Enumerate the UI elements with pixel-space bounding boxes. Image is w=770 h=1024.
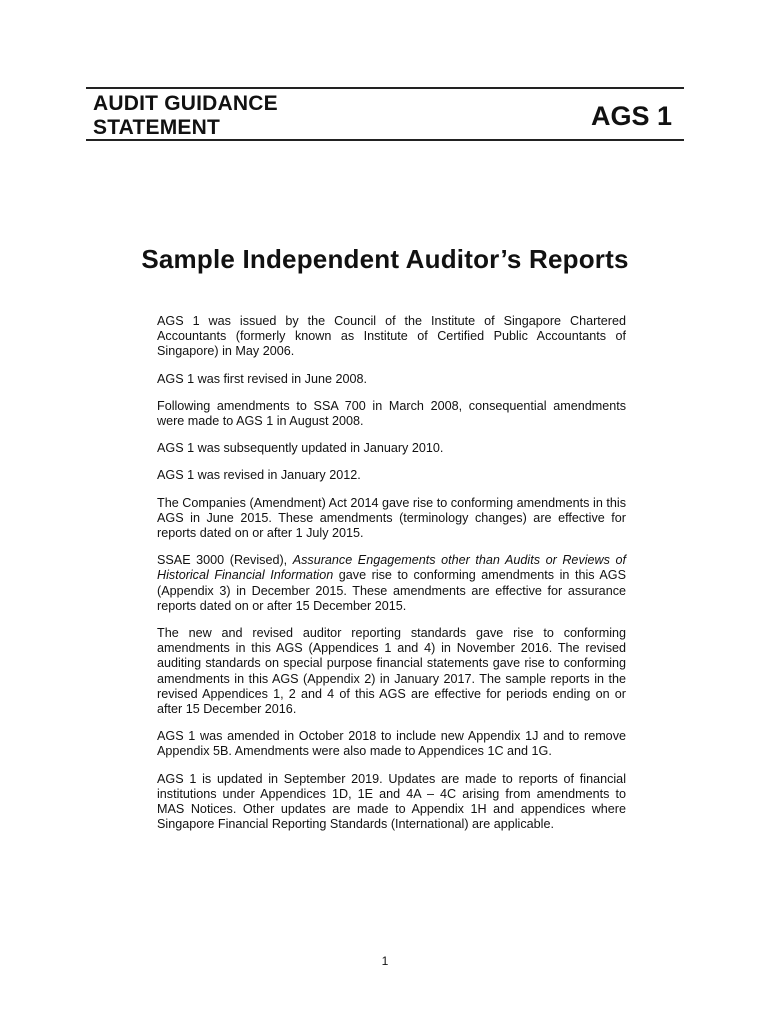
document-code: AGS 1: [590, 101, 672, 131]
page-number: 1: [381, 954, 389, 968]
paragraph-ssa700-amendments: Following amendments to SSA 700 in March 2008, consequential amendments were made to AGS 1 in August 2008.: [157, 398, 626, 429]
paragraph-ssae3000: [157, 553, 626, 614]
document-type-line-2: STATEMENT: [93, 116, 221, 139]
document-type-line-1: AUDIT GUIDANCE: [93, 92, 278, 115]
paragraph-companies-act: The Companies (Amendment) Act 2014 gave rise to conforming amendments in this AGS in June 2015. These amendments (terminology changes) are effective for reports dated on or after 1 July 2015.: [157, 495, 626, 541]
paragraph-first-revised: AGS 1 was first revised in June 2008.: [157, 371, 367, 386]
document-body: [157, 314, 626, 844]
document-title: Sample Independent Auditor’s Reports: [141, 244, 629, 274]
ssae3000-prefix: SSAE 3000 (Revised),: [157, 553, 293, 568]
header-top-rule: [86, 87, 684, 89]
header-bottom-rule: [86, 139, 684, 141]
paragraph-revised-2012: AGS 1 was revised in January 2012.: [157, 468, 361, 483]
paragraph-issued: AGS 1 was issued by the Council of the Institute of Singapore Chartered Accountants (formerly known as Institute of Certified Public Accountants of Singapore) in May 2006.: [157, 314, 626, 359]
ssae3000-suffix: gave rise to conforming amendments in this AGS (Appendix 3) in December 2015. These amendments are effective for assurance reports dated on or after 15 December 2015.: [157, 568, 626, 613]
document-type-label: [93, 92, 278, 140]
ssae3000-standard-title: Assurance Engagements other than Audits or Reviews of Historical Financial Information: [157, 553, 627, 583]
paragraph-auditor-reporting-standards: The new and revised auditor reporting standards gave rise to conforming amendments in this AGS (Appendices 1 and 4) in November 2016. The revised auditing standards on special purpose financial statements gave rise to conforming amendments in this AGS (Appendix 2) in January 2017. The sample reports in the revised Appendices 1, 2 and 4 of this AGS are effective for periods ending on or after 15 December 2016.: [157, 626, 626, 717]
paragraph-updated-2019: AGS 1 is updated in September 2019. Updates are made to reports of financial institutions under Appendices 1D, 1E and 4A – 4C arising from amendments to MAS Notices. Other updates are made to Appendix 1H and appendices where Singapore Financial Reporting Standards (International) are applicable.: [157, 771, 626, 832]
paragraph-amended-2018: AGS 1 was amended in October 2018 to include new Appendix 1J and to remove Appendix 5B. Amendments were also made to Appendices 1C and 1G.: [157, 729, 626, 759]
paragraph-updated-2010: AGS 1 was subsequently updated in January 2010.: [157, 441, 444, 456]
